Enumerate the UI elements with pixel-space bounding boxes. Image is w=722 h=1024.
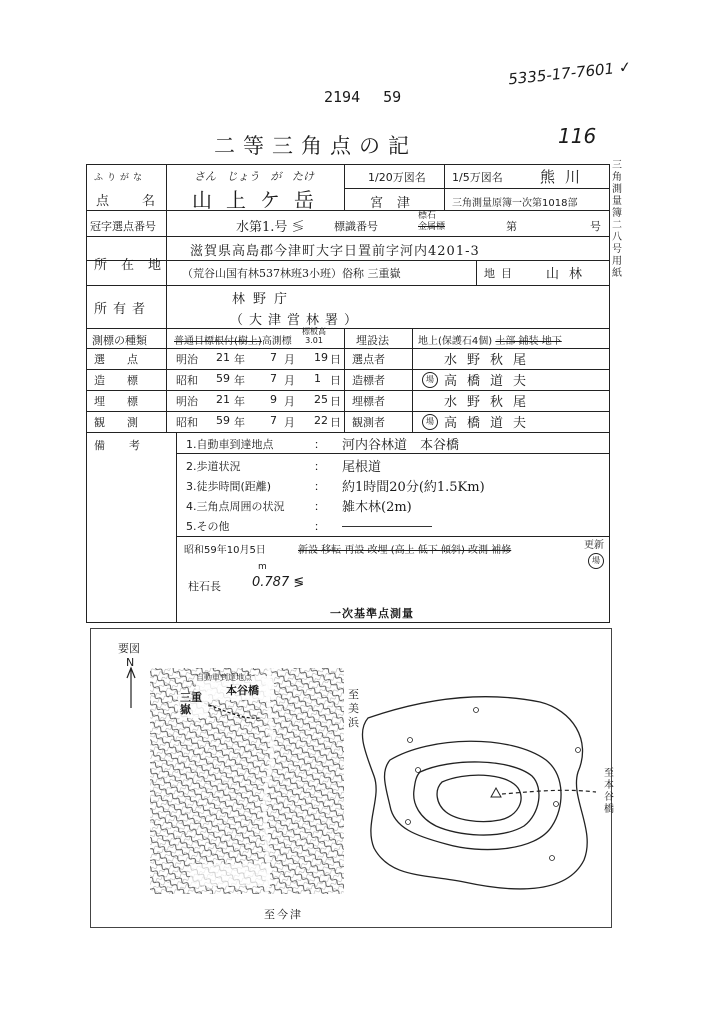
map50k-label: 1/5万図名 xyxy=(452,171,503,184)
map50k-value: 熊川 xyxy=(540,168,591,186)
map200k-label: 1/20万図名 xyxy=(368,171,426,184)
burial-method-label: 埋設法 xyxy=(356,334,389,347)
furigana-label: ふりがな xyxy=(94,173,147,183)
station-name-furigana: さん じょう が たけ xyxy=(194,170,314,183)
remarks-label: 備考 xyxy=(94,439,164,452)
history-row: 造標 昭和 59 年 7 月 1 日 造標者 場 高橋道夫 xyxy=(94,372,537,389)
to-bridge-label: 至本谷橋 xyxy=(604,768,614,815)
north-label: N xyxy=(126,656,135,669)
office-badge: 場 xyxy=(422,372,438,388)
history-row: 観測 昭和 59 年 7 月 22 日 観測者 場 高橋道夫 xyxy=(94,414,537,431)
remark-key: 3.徒歩時間(距離) xyxy=(186,480,272,493)
id-value: 水第1.号 ≶ xyxy=(236,220,305,235)
marker-number-label: 標識番号 xyxy=(334,220,378,233)
remark-value: 約1時間20分(約1.5Km) xyxy=(342,480,485,495)
side-vertical-text: 三角測量簿二八号用紙 xyxy=(612,160,622,279)
remark-key: 1.自動車到達地点 xyxy=(186,438,274,451)
page-title: 二等三角点の記 xyxy=(214,134,417,158)
remark-key: 5.その他 xyxy=(186,520,230,533)
update-struck-options: 新設 移転 再設 改埋 (高上 低下 傾斜) 改測 補修 xyxy=(298,545,512,556)
owner-line1: 林野庁 xyxy=(232,292,296,307)
land-category-value: 山林 xyxy=(546,267,593,282)
land-category-label: 地目 xyxy=(484,267,518,280)
remark-key: 2.歩道状況 xyxy=(186,460,241,473)
ledger-reference: 三角測量原簿一次第1018部 xyxy=(452,198,578,209)
stone-type: 標石 金属標 xyxy=(418,211,446,232)
dai-label: 第 xyxy=(506,220,517,233)
station-name-label: 点 名 xyxy=(96,194,166,209)
station-name: 山上ケ岳 xyxy=(192,188,328,212)
to-imazu-label: 至今津 xyxy=(264,908,303,921)
remark-value: 雑木林(2m) xyxy=(342,500,412,515)
pillar-unit: m xyxy=(258,562,267,572)
remark-value: 尾根道 xyxy=(342,460,382,475)
bridge-label: 本谷橋 xyxy=(226,684,259,697)
remark-key: 4.三角点周囲の状況 xyxy=(186,500,285,513)
location-line2: （荒谷山国有林537林班3小班）俗称 三重嶽 xyxy=(182,267,401,280)
marker-height: 標板高 3.01 xyxy=(302,327,326,345)
remark-blank-line xyxy=(342,526,432,527)
update-office-badge: 場 xyxy=(588,553,604,569)
pillar-length-value: 0.787 ≶ xyxy=(252,575,305,590)
marker-type-label: 測標の種類 xyxy=(92,334,147,347)
to-mihama-label: 至美浜 xyxy=(348,688,359,729)
north-arrow-icon xyxy=(124,666,138,710)
location-line1: 滋賀県高島郡今津町大字日置前字河内4201-3 xyxy=(190,244,480,259)
side-note: 116 xyxy=(558,124,597,148)
burial-method-value: 地上(保護石4個) 土部 鋪装 地下 xyxy=(418,336,562,347)
id-label: 冠字選点番号 xyxy=(90,220,156,233)
history-row: 埋標 明治 21 年 9 月 25 日 埋標者 水野秋尾 xyxy=(94,393,537,410)
history-row: 選点 明治 21 年 7 月 19 日 選点者 水野秋尾 xyxy=(94,351,537,368)
remarks-list: 1.自動車到達地点 ： 河内谷林道 本谷橋 2.歩道状況 ： 尾根道 3.徒歩時間(距離) ： 約1時間20分(約1.5Km) 4.三角点周囲の状況 ： 雑木林(2m) 5.その他 ： xyxy=(176,432,610,536)
triangulation-point-icon xyxy=(491,788,501,797)
peak-label: 三重嶽 xyxy=(180,691,202,716)
car-point-label: 自動車到達地点 xyxy=(196,673,252,682)
update-word: 更新 xyxy=(584,540,604,551)
owner-label: 所有者 xyxy=(94,302,152,317)
remark-value: 河内谷林道 本谷橋 xyxy=(342,438,460,453)
owner-line2: （大津営林署） xyxy=(230,313,364,328)
office-badge: 場 xyxy=(422,414,438,430)
survey-title: 一次基準点測量 xyxy=(330,607,414,620)
location-label: 所在地 xyxy=(94,258,176,273)
go-label: 号 xyxy=(590,220,601,233)
sketch-label: 要図 xyxy=(118,642,140,655)
marker-type-value: 普通目標根付(樹上)高測標 xyxy=(174,336,292,347)
catalog-code: 5335-17-7601 ✓ xyxy=(507,57,633,89)
map200k-value: 宮津 xyxy=(370,196,425,211)
sheet-number: 2194 59 xyxy=(324,88,402,106)
pillar-length-label: 柱石長 xyxy=(188,580,221,593)
contour-sketch xyxy=(360,680,600,910)
update-date: 昭和59年10月5日 xyxy=(184,545,266,556)
